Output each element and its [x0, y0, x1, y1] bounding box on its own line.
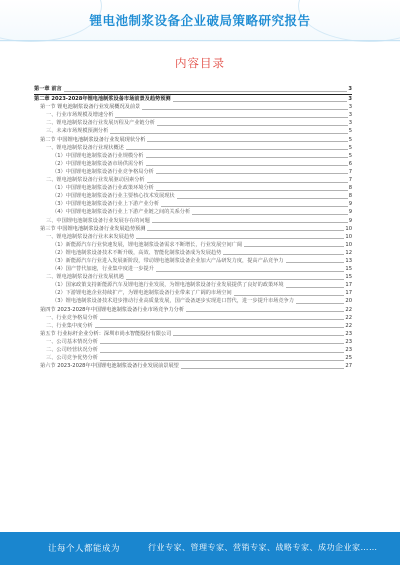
toc-entry-page: 3	[348, 86, 352, 92]
toc-leader-dots	[147, 182, 348, 183]
toc-entry-title: 二、锂电池制浆设备行业发展历程及产业链分析	[46, 120, 155, 127]
toc-entry-page: 5	[348, 144, 352, 151]
toc-leader-dots	[147, 141, 347, 142]
toc-leader-dots	[157, 125, 348, 126]
toc-entry-page: 25	[345, 355, 352, 362]
toc-entry-page: 20	[345, 298, 352, 305]
toc-entry-title: 三、公司竞争优势分析	[46, 355, 98, 362]
toc-entry-page: 15	[345, 266, 352, 273]
toc-entry[interactable]	[34, 136, 352, 144]
toc-entry-page: 10	[345, 225, 352, 232]
toc-entry-page: 7	[348, 177, 352, 184]
toc-entry[interactable]	[34, 338, 352, 346]
toc-entry-title: 一、锂电池制浆设备行业现状概述	[46, 144, 124, 151]
toc-leader-dots	[286, 262, 345, 263]
toc-entry-title: 第一节 锂电池制浆设备行业发展概况及前景	[40, 104, 141, 111]
toc-entry-title: （2）下游锂电池企业持续扩产，为锂电池制浆设备行业带来了广阔的市场空间	[52, 290, 232, 297]
toc-entry-title: 第二节 中国锂电池制浆设备行业发展现状分析	[40, 136, 146, 143]
toc-entry[interactable]	[34, 257, 352, 265]
toc-entry[interactable]	[34, 306, 352, 314]
toc-entry-title: 一、公司基本情况分析	[46, 338, 98, 345]
toc-entry[interactable]	[34, 249, 352, 257]
toc-entry-page: 5	[348, 128, 352, 135]
toc-entry-page: 17	[345, 290, 352, 297]
toc-entry[interactable]	[34, 208, 352, 216]
toc-entry-title: （4）国产替代加速，行业集中度进一步提升	[52, 266, 154, 273]
toc-entry-page: 6	[348, 160, 352, 167]
toc-entry-page: 17	[345, 282, 352, 289]
toc-entry[interactable]	[34, 103, 352, 111]
toc-entry[interactable]	[34, 233, 352, 241]
toc-entry-title: （3）锂电池制浆设备技术进步推动行业高质量发展，国产设备逐步实现进口替代，进一步提升市场竞争力	[52, 298, 294, 305]
toc-leader-dots	[156, 173, 348, 174]
toc-entry[interactable]	[34, 119, 352, 127]
toc-leader-dots	[152, 222, 348, 223]
toc-leader-dots	[244, 246, 344, 247]
toc-entry[interactable]	[34, 322, 352, 330]
toc-entry-title: 三、中国锂电池制浆设备行业发展存在的问题	[46, 217, 150, 224]
toc-entry-title: （1）新能源汽车行业快速发展，锂电池制浆设备需求不断增长，行业发展空间广阔	[52, 241, 243, 248]
toc-entry[interactable]	[34, 362, 352, 370]
report-header	[0, 0, 400, 42]
toc-entry-title: 二、锂电池制浆设备行业发展机遇	[46, 274, 124, 281]
toc-entry[interactable]	[34, 85, 352, 93]
toc-entry-title: （4）中国锂电池制浆设备行业上下游产业链之间的关系分析	[52, 209, 191, 216]
toc-leader-dots	[223, 254, 344, 255]
toc-leader-dots	[115, 117, 347, 118]
toc-entry-page: 3	[348, 104, 352, 111]
toc-entry-page: 3	[348, 96, 352, 103]
toc-entry-page: 5	[348, 152, 352, 159]
toc-entry-page: 5	[348, 136, 352, 143]
footer-slogan: 让每个人都能成为	[48, 544, 121, 554]
toc-entry-page: 22	[345, 322, 352, 329]
toc-entry[interactable]	[34, 346, 352, 354]
toc-entry-page: 22	[345, 306, 352, 313]
toc-entry[interactable]	[34, 217, 352, 225]
toc-leader-dots	[64, 91, 348, 92]
toc-entry-title: （3）中国锂电池制浆设备行业上下游产业分析	[52, 201, 160, 208]
toc-leader-dots	[136, 238, 344, 239]
toc-entry-page: 10	[345, 241, 352, 248]
toc-leader-dots	[147, 230, 344, 231]
toc-entry-title: 第二章 2023-2028年锂电池制浆设备市场前景及趋势预测	[34, 96, 171, 103]
toc-entry[interactable]	[34, 330, 352, 338]
toc-leader-dots	[126, 279, 345, 280]
toc-leader-dots	[95, 327, 345, 328]
toc-entry-page: 3	[348, 112, 352, 119]
toc-entry[interactable]	[34, 289, 352, 297]
toc-entry[interactable]	[34, 265, 352, 273]
toc-entry[interactable]	[34, 152, 352, 160]
toc-heading: 内容目录	[175, 56, 225, 70]
toc-leader-dots	[234, 295, 345, 296]
toc-entry-title: 二、行业集中度分析	[46, 322, 93, 329]
toc-entry-title: 三、未来市场规模预测分析	[46, 128, 109, 135]
toc-entry-page: 12	[345, 249, 352, 256]
toc-entry-title: 二、公司经营状况分析	[46, 347, 98, 353]
toc-entry[interactable]	[34, 184, 352, 192]
toc-entry-title: 一、锂电池制浆设备行业未来发展趋势	[46, 233, 135, 240]
toc-leader-dots	[296, 303, 344, 304]
toc-entry-page: 10	[345, 233, 352, 240]
toc-leader-dots	[146, 165, 348, 166]
toc-entry-title: （2）中国锂电池制浆设备行业主要核心技术发展现状	[52, 193, 175, 200]
toc-entry[interactable]	[34, 168, 352, 176]
toc-leader-dots	[110, 133, 347, 134]
toc-entry-page: 23	[345, 338, 352, 345]
toc-entry-page: 22	[345, 314, 352, 321]
toc-entry-page: 7	[348, 168, 352, 175]
toc-entry-title: 第六节 2023-2028年中国锂电池制浆设备行业发展前景展望	[40, 363, 179, 370]
toc-leader-dots	[100, 352, 345, 353]
toc-entry-title: 第五节 行业标杆企业分析：深圳市尚水智能股份有限公司	[40, 330, 172, 337]
toc-entry-title: （1）国家政策支持新能源汽车及锂电池行业发展，为锂电池制浆设备行业发展提供了良好的政策环境	[52, 282, 284, 289]
footer-tagline: 行业专家、管理专家、营销专家、战略专家、成功企业家……	[148, 543, 378, 552]
toc-entry-title: （3）中国锂电池制浆设备行业竞争格局分析	[52, 168, 154, 175]
toc-entry-page: 8	[348, 193, 352, 200]
toc-leader-dots	[177, 198, 348, 199]
toc-entry-page: 8	[348, 185, 352, 192]
toc-entry-page: 9	[348, 217, 352, 224]
toc-entry-title: （1）中国锂电池制浆设备行业规模分析	[52, 152, 144, 159]
toc-entry[interactable]	[34, 95, 352, 103]
toc-entry[interactable]	[34, 314, 352, 322]
toc-leader-dots	[192, 214, 348, 215]
toc-entry-title: （3）新能源汽车行业进入发展新阶段，带动锂电池制浆设备企业加大产品研发力度，提高产品竞争力	[52, 257, 284, 264]
toc-leader-dots	[156, 271, 345, 272]
toc-leader-dots	[186, 311, 344, 312]
toc-entry-page: 23	[345, 330, 352, 337]
toc-entry[interactable]	[34, 144, 352, 152]
toc-leader-dots	[126, 149, 348, 150]
toc-entry-title: （2）锂电池制浆设备技术不断升级，高效、智能化制浆设备成为发展趋势	[52, 249, 222, 256]
toc-leader-dots	[100, 343, 345, 344]
toc-entry[interactable]	[34, 297, 352, 305]
toc-leader-dots	[181, 368, 345, 369]
toc-leader-dots	[142, 109, 347, 110]
toc-entry[interactable]	[34, 281, 352, 289]
toc-entry[interactable]	[34, 192, 352, 200]
toc-entry[interactable]	[34, 273, 352, 281]
toc-entry[interactable]	[34, 160, 352, 168]
toc-entry-page: 13	[345, 257, 352, 264]
toc-entry-page: 9	[348, 201, 352, 208]
toc-entry-title: 第四节 2023-2028年中国锂电池制浆设备行业市场竞争力分析	[40, 306, 185, 313]
header-divider	[0, 40, 400, 41]
toc-entry[interactable]	[34, 111, 352, 119]
toc-entry-title: 第一章 前言	[34, 86, 62, 92]
toc-leader-dots	[173, 335, 344, 336]
toc-entry[interactable]	[34, 176, 352, 184]
toc-entry-title: （2）中国锂电池制浆设备市场供需分析	[52, 160, 144, 167]
toc-entry-title: （1）中国锂电池制浆设备行业政策环境分析	[52, 185, 154, 192]
page-footer	[0, 532, 400, 565]
toc-entry[interactable]	[34, 225, 352, 233]
report-title: 锂电池制浆设备企业破局策略研究报告	[89, 13, 311, 28]
toc-entry-page: 9	[348, 209, 352, 216]
toc-leader-dots	[100, 360, 345, 361]
toc-leader-dots	[156, 190, 348, 191]
toc-entry-title: 二、锂电池制浆设备行业发展驱动因素分析	[46, 177, 145, 184]
table-of-contents	[34, 85, 352, 370]
toc-leader-dots	[286, 287, 345, 288]
toc-entry-title: 一、行业市场规模及增速分析	[46, 112, 114, 119]
toc-entry[interactable]	[34, 354, 352, 362]
toc-entry[interactable]	[34, 127, 352, 135]
toc-entry-page: 15	[345, 274, 352, 281]
toc-entry-page: 23	[345, 347, 352, 353]
toc-leader-dots	[173, 101, 348, 102]
toc-entry-title: 第三节 中国锂电池制浆设备行业发展趋势预测	[40, 225, 146, 232]
toc-leader-dots	[146, 157, 348, 158]
toc-entry[interactable]	[34, 200, 352, 208]
toc-entry-page: 3	[348, 120, 352, 127]
toc-entry-page: 27	[345, 363, 352, 370]
toc-entry-title: 一、行业竞争格局分析	[46, 314, 98, 321]
toc-entry[interactable]	[34, 241, 352, 249]
toc-leader-dots	[100, 319, 345, 320]
toc-leader-dots	[161, 206, 348, 207]
